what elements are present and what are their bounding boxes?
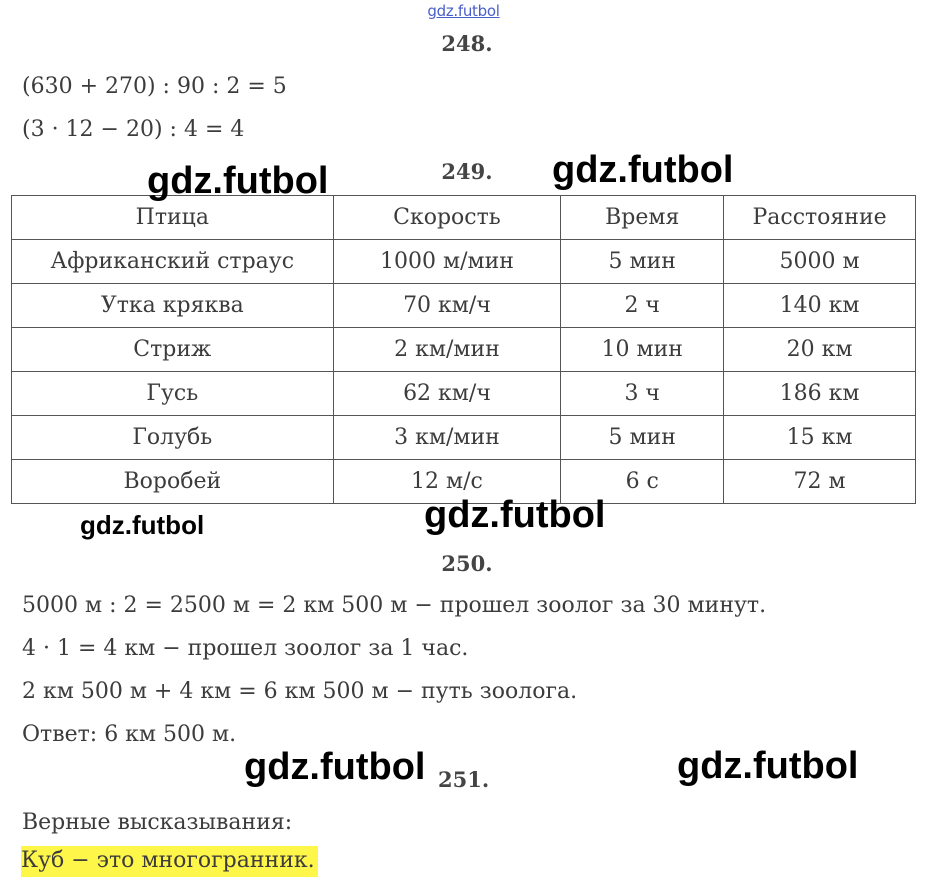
table-cell: 5000 м — [724, 240, 916, 284]
table-cell: 140 км — [724, 284, 916, 328]
highlighted-text: Куб − это многогранник. — [21, 846, 318, 877]
table-cell: 72 м — [724, 460, 916, 504]
table-row — [12, 372, 916, 416]
task-250-number: 250. — [441, 551, 493, 576]
task-249-number: 249. — [441, 159, 493, 184]
top-watermark[interactable]: gdz.futbol — [427, 2, 500, 20]
table-cell: Стриж — [12, 328, 334, 372]
birds-table — [11, 195, 916, 504]
table-cell: Африканский страус — [12, 240, 334, 284]
table-cell: Утка кряква — [12, 284, 334, 328]
table-cell: 2 ч — [561, 284, 724, 328]
watermark-text: gdz.futbol — [80, 510, 205, 540]
watermark-text: gdz.futbol — [147, 160, 329, 202]
watermark-text: gdz.futbol — [424, 494, 606, 536]
task-251-highlighted-statement — [21, 848, 318, 873]
header-cell: Птица — [12, 196, 334, 240]
task-250-line-2: 4 · 1 = 4 км − прошел зоолог за 1 час. — [22, 636, 469, 661]
watermark-text: gdz.futbol — [552, 149, 734, 191]
table-row — [12, 328, 916, 372]
task-251-number: 251. — [438, 767, 490, 792]
table-cell: 6 с — [561, 460, 724, 504]
task-248-number: 248. — [441, 31, 493, 56]
task-248-line-2: (3 · 12 − 20) : 4 = 4 — [22, 117, 245, 142]
table-cell: Голубь — [12, 416, 334, 460]
task-250-answer: Ответ: 6 км 500 м. — [22, 722, 237, 747]
table-cell: 10 мин — [561, 328, 724, 372]
table-cell: 62 км/ч — [333, 372, 561, 416]
table-cell: 3 км/мин — [333, 416, 561, 460]
table-cell: 5 мин — [561, 240, 724, 284]
task-251-intro: Верные высказывания: — [22, 810, 293, 835]
table-row — [12, 416, 916, 460]
table-cell: 15 км — [724, 416, 916, 460]
table-cell: 2 км/мин — [333, 328, 561, 372]
header-cell: Скорость — [333, 196, 561, 240]
table-cell: 186 км — [724, 372, 916, 416]
table-cell: 12 м/с — [333, 460, 561, 504]
table-cell: Гусь — [12, 372, 334, 416]
watermark-text: gdz.futbol — [677, 745, 859, 787]
table-cell: 20 км — [724, 328, 916, 372]
table-row — [12, 284, 916, 328]
table-cell: 3 ч — [561, 372, 724, 416]
task-250-line-3: 2 км 500 м + 4 км = 6 км 500 м − путь зоолога. — [22, 679, 578, 704]
table-row — [12, 240, 916, 284]
table-cell: Воробей — [12, 460, 334, 504]
header-cell: Расстояние — [724, 196, 916, 240]
task-250-line-1: 5000 м : 2 = 2500 м = 2 км 500 м − прошел зоолог за 30 минут. — [22, 593, 767, 618]
header-cell: Время — [561, 196, 724, 240]
table-cell: 70 км/ч — [333, 284, 561, 328]
table-cell: 5 мин — [561, 416, 724, 460]
table-cell: 1000 м/мин — [333, 240, 561, 284]
watermark-text: gdz.futbol — [244, 746, 426, 788]
task-248-line-1: (630 + 270) : 90 : 2 = 5 — [22, 74, 287, 99]
